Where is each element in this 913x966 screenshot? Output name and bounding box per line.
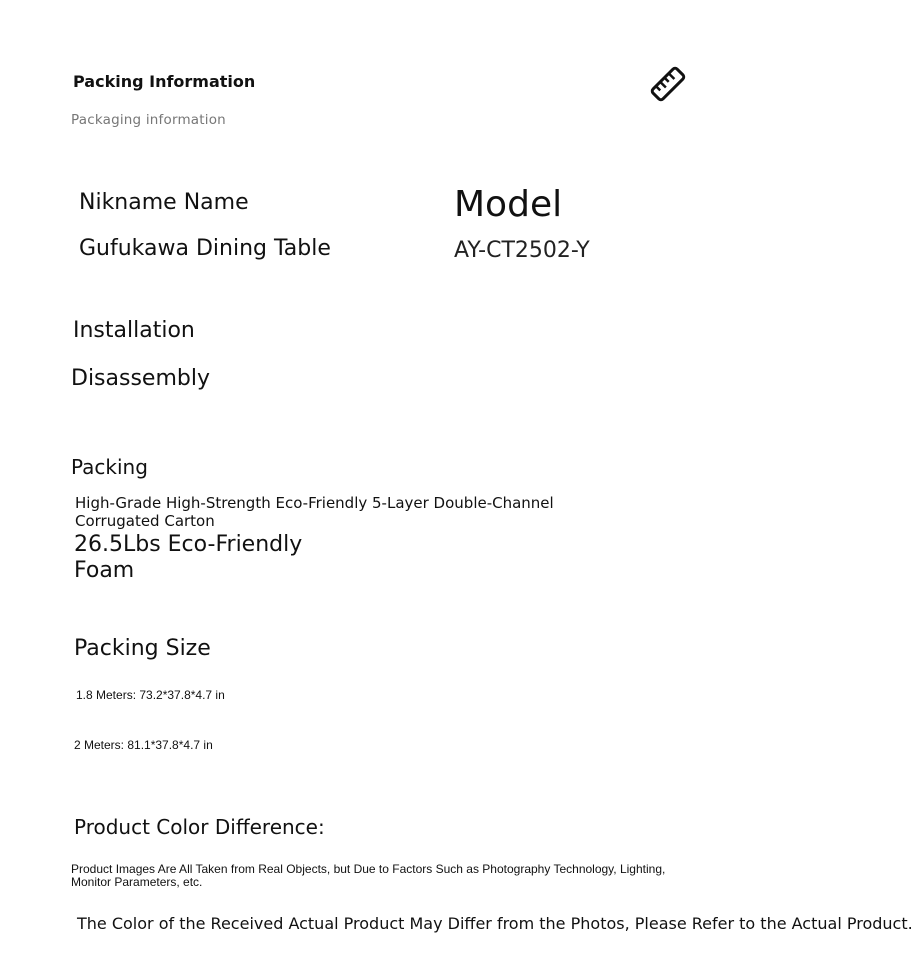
ruler-icon [648,64,688,104]
packing-size-item: 2 Meters: 81.1*37.8*4.7 in [74,738,213,752]
installation-label: Installation [73,318,195,343]
nickname-value: Gufukawa Dining Table [79,236,331,261]
page-title: Packing Information [73,72,256,91]
color-difference-label: Product Color Difference: [74,815,325,839]
color-difference-note: Product Images Are All Taken from Real Objects, but Due to Factors Such as Photography Technology, Lighting, Monitor Parameters, etc. [71,862,666,889]
packing-label: Packing [71,455,148,479]
color-difference-disclaimer: The Color of the Received Actual Product May Differ from the Photos, Please Refer to the Actual Product. [77,914,913,933]
packing-size-item: 1.8 Meters: 73.2*37.8*4.7 in [76,688,225,702]
installation-value: Disassembly [71,366,210,391]
model-label: Model [454,184,563,225]
packing-description: High-Grade High-Strength Eco-Friendly 5-Layer Double-Channel Corrugated Carton [75,494,554,530]
packing-weight-foam: 26.5Lbs Eco-Friendly Foam [74,532,303,583]
nickname-label: Nikname Name [79,190,249,215]
packing-size-label: Packing Size [74,636,211,661]
page-subtitle: Packaging information [71,112,226,128]
model-value: AY-CT2502-Y [454,238,590,263]
